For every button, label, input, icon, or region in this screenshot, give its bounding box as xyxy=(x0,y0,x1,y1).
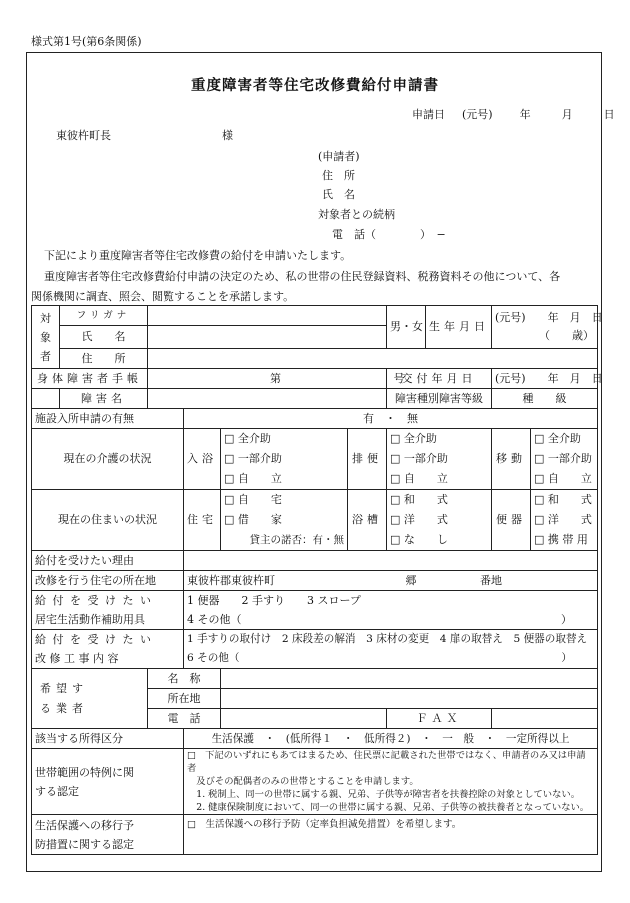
contractor-phone-field[interactable] xyxy=(221,709,387,729)
household-text-line1[interactable]: □ 下記のいずれにもあてはまるため、住民票に記載された世帯ではなく、申請者のみ又は申請者 xyxy=(187,750,586,774)
name-label: 氏 名 xyxy=(60,326,148,349)
household-text[interactable] xyxy=(184,749,598,815)
bathtub-options[interactable] xyxy=(387,490,492,551)
issue-date-label: 交付年月日 xyxy=(387,369,492,389)
application-table xyxy=(31,305,603,855)
fax-field[interactable] xyxy=(492,709,598,729)
excretion-option-independent[interactable]: □ 自 立 xyxy=(390,472,448,485)
address-field[interactable] xyxy=(148,349,598,369)
disability-grade-field[interactable]: 種 級 xyxy=(492,389,598,409)
toilet-options[interactable] xyxy=(531,490,598,551)
excretion-option-partial[interactable]: □ 一部介助 xyxy=(390,452,448,465)
contractor-label-line1: 希望す xyxy=(40,681,88,695)
disability-grade-label: 障害種別障害等級 xyxy=(387,389,492,409)
aid-label-line1: 給付を受けたい xyxy=(35,594,158,607)
excretion-label: 排便 xyxy=(348,429,387,490)
contractor-label-line2: る業者 xyxy=(40,701,88,715)
household-text-line4: 2. 健康保険制度において、同一の世帯に属する親、兄弟、子供等の被扶養者となっていない。 xyxy=(187,802,590,813)
transition-text[interactable]: □ 生活保護への移行予防（定率負担減免措置）を希望します。 xyxy=(184,815,598,855)
aid-other[interactable] xyxy=(187,610,594,629)
bathtub-option-japanese[interactable]: □ 和 式 xyxy=(390,493,448,506)
house-label: 住宅 xyxy=(184,490,221,551)
house-options[interactable] xyxy=(221,490,348,551)
contractor-location-field[interactable] xyxy=(221,689,598,709)
birthdate-era: (元号) 年 月 日 xyxy=(495,311,603,324)
facility-choice[interactable]: 有 ・ 無 xyxy=(184,409,598,429)
work-line1[interactable]: 1 手すりの取付け 2 床段差の解消 3 床材の変更 4 扉の取替え 5 便器の取替え xyxy=(187,633,588,645)
aid-label xyxy=(32,591,184,630)
movement-options[interactable] xyxy=(531,429,598,490)
work-other-open: 6 その他（ xyxy=(187,652,240,664)
request-paragraph: 下記により重度障害者等住宅改修費の給付を申請いたします。 xyxy=(44,249,352,262)
location-label: 改修を行う住宅の所在地 xyxy=(32,571,184,591)
care-status-label: 現在の介護の状況 xyxy=(32,429,184,490)
household-label-line2: する認定 xyxy=(35,784,79,798)
reason-field[interactable] xyxy=(184,551,598,571)
consent-paragraph-line1: 重度障害者等住宅改修費給付申請の決定のため、私の世帯の住民登録資料、税務資料その他について、各 xyxy=(44,270,561,283)
toilet-option-portable[interactable]: □ 携 帯 用 xyxy=(534,533,588,546)
addressee-honorific: 様 xyxy=(222,129,233,142)
location-field[interactable] xyxy=(184,571,598,591)
house-option-own[interactable]: □ 自 宅 xyxy=(224,493,282,506)
income-label: 該当する所得区分 xyxy=(32,729,184,749)
excretion-option-full[interactable]: □ 全介助 xyxy=(390,432,437,445)
bath-options[interactable] xyxy=(221,429,348,490)
transition-label-line2: 防措置に関する認定 xyxy=(35,837,134,851)
household-label-line1: 世帯範囲の特例に関 xyxy=(35,765,134,779)
application-date-label: 申請日 xyxy=(412,108,445,121)
transition-label-line1: 生活保護への移行予 xyxy=(35,818,134,832)
birthdate-label: 生年月日 xyxy=(426,306,492,349)
movement-label: 移動 xyxy=(492,429,531,490)
issue-date-field[interactable]: (元号) 年 月 日 xyxy=(492,369,598,389)
application-date xyxy=(412,106,615,122)
transition-label xyxy=(32,815,184,855)
reason-label: 給付を受けたい理由 xyxy=(32,551,184,571)
furigana-field[interactable] xyxy=(148,306,387,326)
location-go: 郷 xyxy=(405,573,417,587)
age-field: （ 歳） xyxy=(539,329,594,342)
household-text-line3: 1. 税制上、同一の世帯に属する親、兄弟、子供等が障害者を扶養控除の対象としていない。 xyxy=(187,789,580,800)
movement-option-partial[interactable]: □ 一部介助 xyxy=(534,452,592,465)
applicant-relation-label: 対象者との続柄 xyxy=(318,208,395,221)
bath-option-full[interactable]: □ 全介助 xyxy=(224,432,271,445)
aid-options[interactable] xyxy=(184,591,598,630)
bathtub-option-western[interactable]: □ 洋 式 xyxy=(390,513,448,526)
work-options[interactable] xyxy=(184,630,598,669)
contractor-phone-label: 電 話 xyxy=(148,709,221,729)
handbook-number-field[interactable] xyxy=(148,369,405,389)
work-label-line2: 改修工事内容 xyxy=(35,652,122,665)
work-other-close: ） xyxy=(561,652,572,664)
work-other[interactable] xyxy=(187,649,594,668)
bath-option-partial[interactable]: □ 一部介助 xyxy=(224,452,282,465)
contractor-location-label: 所在地 xyxy=(148,689,221,709)
housing-status-label: 現在の住まいの状況 xyxy=(32,490,184,551)
form-type-label: 様式第1号(第6条関係) xyxy=(31,35,142,48)
application-date-day: 日 xyxy=(603,108,615,121)
fax-label: ＦＡＸ xyxy=(387,709,492,729)
aid-line1[interactable]: 1 便器 2 手すり 3 スロープ xyxy=(187,594,361,607)
aid-other-open: 4 その他（ xyxy=(187,613,242,626)
applicant-address-label: 住 所 xyxy=(322,169,355,182)
contractor-name-label: 名 称 xyxy=(148,669,221,689)
handbook-label: 身体障害者手帳 xyxy=(32,369,148,389)
application-date-year: 年 xyxy=(519,108,531,121)
contractor-name-field[interactable] xyxy=(221,669,598,689)
aid-other-close: ） xyxy=(561,613,572,626)
application-date-month: 月 xyxy=(561,108,573,121)
handbook-dai: 第 xyxy=(270,371,281,385)
consent-paragraph-line2: 関係機関に調査、照会、閲覧することを承諾します。 xyxy=(31,290,295,303)
household-text-line2: 及びその配偶者のみの世帯とすることを申請します。 xyxy=(187,776,419,787)
location-banchi: 番地 xyxy=(480,573,502,587)
handbook-go: 号 xyxy=(393,371,405,385)
blank-cell xyxy=(32,389,60,409)
excretion-options[interactable] xyxy=(387,429,492,490)
disability-name-field[interactable] xyxy=(148,389,387,409)
house-option-rental[interactable]: □ 借 家 xyxy=(224,513,282,526)
applicant-phone-label: 電 話（ ） − xyxy=(332,228,446,241)
bath-label: 入浴 xyxy=(184,429,221,490)
facility-label: 施設入所申請の有無 xyxy=(32,409,184,429)
landlord-consent[interactable]: 貸主の諾否：有・無 xyxy=(249,534,344,546)
income-choice[interactable]: 生活保護 ・ (低所得１ ・ 低所得２) ・ 一 般 ・ 一定所得以上 xyxy=(184,729,598,749)
disability-name-label: 障害名 xyxy=(60,389,148,409)
addressee: 東彼杵町長 xyxy=(56,129,111,142)
contractor-label xyxy=(32,669,148,729)
bathtub-option-none[interactable]: □ な し xyxy=(390,533,448,546)
bath-option-independent[interactable]: □ 自 立 xyxy=(224,472,282,485)
toilet-label: 便器 xyxy=(492,490,531,551)
aid-label-line2: 居宅生活動作補助用具 xyxy=(35,613,145,626)
movement-option-independent[interactable]: □ 自 立 xyxy=(534,472,592,485)
work-label-line1: 給付を受けたい xyxy=(35,633,158,646)
applicant-header: (申請者) xyxy=(318,150,360,163)
location-town: 東彼杵郡東彼杵町 xyxy=(187,573,275,587)
furigana-label: フリガナ xyxy=(60,306,148,326)
toilet-option-western[interactable]: □ 洋 式 xyxy=(534,513,592,526)
form-title: 重度障害者等住宅改修費給付申請書 xyxy=(191,77,439,94)
name-field[interactable] xyxy=(148,326,387,349)
bathtub-label: 浴槽 xyxy=(348,490,387,551)
subject-label: 対 象 者 xyxy=(32,306,60,369)
work-label xyxy=(32,630,184,669)
toilet-option-japanese[interactable]: □ 和 式 xyxy=(534,493,592,506)
gender-choice[interactable]: 男・女 xyxy=(387,306,426,349)
address-label: 住 所 xyxy=(60,349,148,369)
application-date-era: (元号) xyxy=(462,108,493,121)
movement-option-full[interactable]: □ 全介助 xyxy=(534,432,581,445)
birthdate-field[interactable] xyxy=(492,306,603,349)
applicant-name-label: 氏 名 xyxy=(322,188,355,201)
household-label xyxy=(32,749,184,815)
